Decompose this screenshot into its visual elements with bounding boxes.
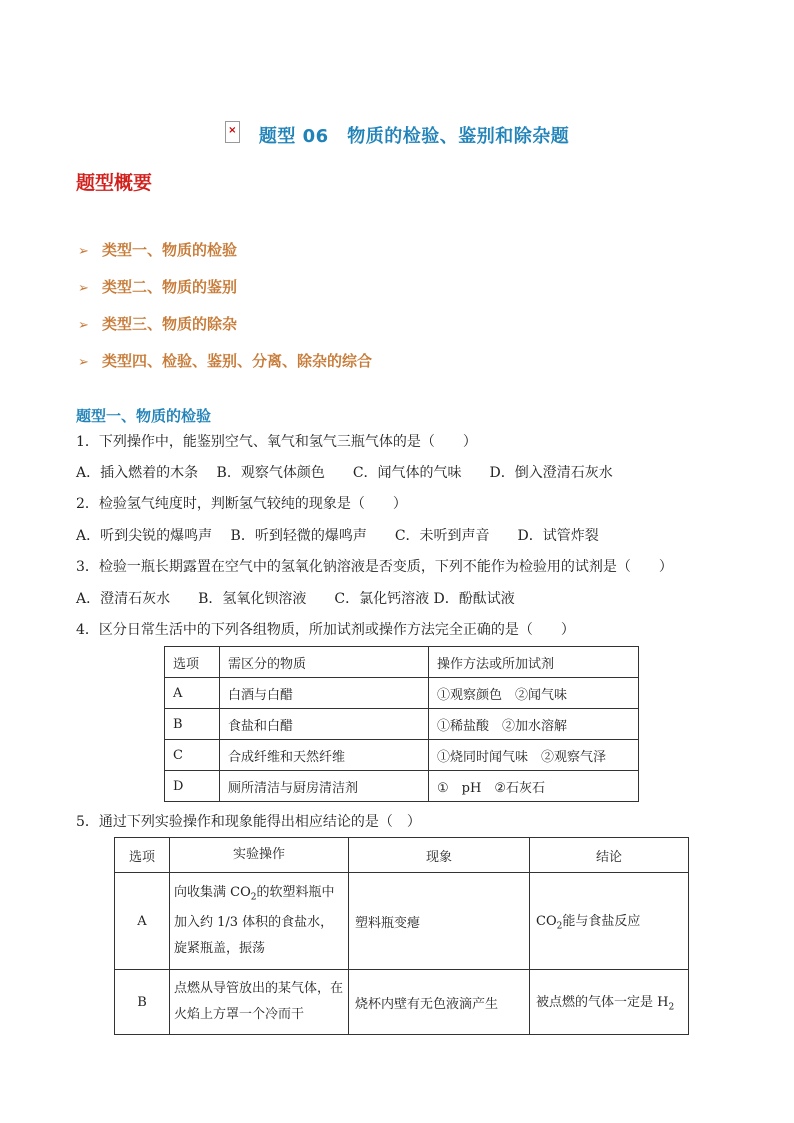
question-1-stem: 1．下列操作中，能鉴别空气、氧气和氢气三瓶气体的是（ ）: [76, 434, 477, 450]
overview-heading: 题型概要: [76, 172, 153, 194]
table-cell: A: [165, 678, 220, 709]
table-cell: A: [115, 873, 170, 970]
question-4-table: [164, 646, 639, 802]
toc-item[interactable]: ➢ 类型一、物质的检验: [78, 238, 372, 275]
table-cell: ①烧同时闻气味 ②观察气泽: [429, 740, 639, 771]
table-cell: $CO_2$能与食盐反应: [530, 873, 689, 970]
table-cell: 点燃从导管放出的某气体，在火焰上方罩一个冷而干: [170, 970, 349, 1035]
page-title: 题型 06 物质的检验、鉴别和除杂题: [258, 126, 570, 147]
broken-image-icon: ×: [225, 121, 240, 143]
table-cell: ① pH ②石灰石: [429, 771, 639, 802]
table-header-cell: 结论: [530, 838, 689, 873]
table-row: [165, 740, 639, 771]
question-5-stem: 5．通过下列实验操作和现象能得出相应结论的是（ ）: [76, 814, 421, 830]
table-cell: B: [165, 709, 220, 740]
table-row: [165, 678, 639, 709]
table-header-cell: 操作方法或所加试剂: [429, 647, 639, 678]
toc-item[interactable]: ➢ 类型四、检验、鉴别、分离、除杂的综合: [78, 349, 372, 386]
table-cell: 厕所清洁与厨房清洁剂: [220, 771, 429, 802]
table-header-row: [115, 838, 689, 873]
question-2-stem: 2．检验氢气纯度时，判断氢气较纯的现象是（ ）: [76, 496, 407, 512]
arrow-bullet-icon: ➢: [78, 281, 89, 296]
question-3-options: A．澄清石灰水 B．氢氧化钡溶液 C．氯化钙溶液 D．酚酞试液: [76, 591, 515, 607]
toc-item[interactable]: ➢ 类型三、物质的除杂: [78, 312, 372, 349]
table-header-row: [165, 647, 639, 678]
question-3-stem: 3．检验一瓶长期露置在空气中的氢氧化钠溶液是否变质，下列不能作为检验用的试剂是（ ）: [76, 559, 673, 575]
table-row: [115, 970, 689, 1035]
table-cell: 被点燃的气体一定是 $H_2$: [530, 970, 689, 1035]
arrow-bullet-icon: ➢: [78, 318, 89, 333]
table-cell: ①观察颜色 ②闻气味: [429, 678, 639, 709]
table-cell: 向收集满 $CO_2$的软塑料瓶中加入约 1/3 体积的食盐水，旋紧瓶盖，振荡: [170, 873, 349, 970]
table-header-cell: 实验操作: [170, 838, 349, 873]
table-cell: 塑料瓶变瘪: [349, 873, 530, 970]
section-heading: 题型一、物质的检验: [76, 407, 212, 425]
table-cell: 食盐和白醋: [220, 709, 429, 740]
question-4-stem: 4．区分日常生活中的下列各组物质，所加试剂或操作方法完全正确的是（ ）: [76, 622, 575, 638]
table-row: [115, 873, 689, 970]
table-cell: B: [115, 970, 170, 1035]
toc-list: [78, 238, 372, 386]
question-1-options: A．插入燃着的木条 B．观察气体颜色 C．闻气体的气味 D．倒入澄清石灰水: [76, 465, 613, 481]
arrow-bullet-icon: ➢: [78, 355, 89, 370]
table-row: [165, 771, 639, 802]
table-header-cell: 需区分的物质: [220, 647, 429, 678]
title-row: [0, 122, 794, 155]
arrow-bullet-icon: ➢: [78, 244, 89, 259]
table-header-cell: 选项: [115, 838, 170, 873]
table-cell: 白酒与白醋: [220, 678, 429, 709]
table-header-cell: 选项: [165, 647, 220, 678]
table-cell: D: [165, 771, 220, 802]
question-2-options: A．听到尖锐的爆鸣声 B．听到轻微的爆鸣声 C．未听到声音 D．试管炸裂: [76, 528, 599, 544]
toc-item[interactable]: ➢ 类型二、物质的鉴别: [78, 275, 372, 312]
table-row: [165, 709, 639, 740]
table-cell: ①稀盐酸 ②加水溶解: [429, 709, 639, 740]
table-header-cell: 现象: [349, 838, 530, 873]
table-cell: C: [165, 740, 220, 771]
question-5-table: [114, 837, 689, 1035]
table-cell: 烧杯内壁有无色液滴产生: [349, 970, 530, 1035]
table-cell: 合成纤维和天然纤维: [220, 740, 429, 771]
